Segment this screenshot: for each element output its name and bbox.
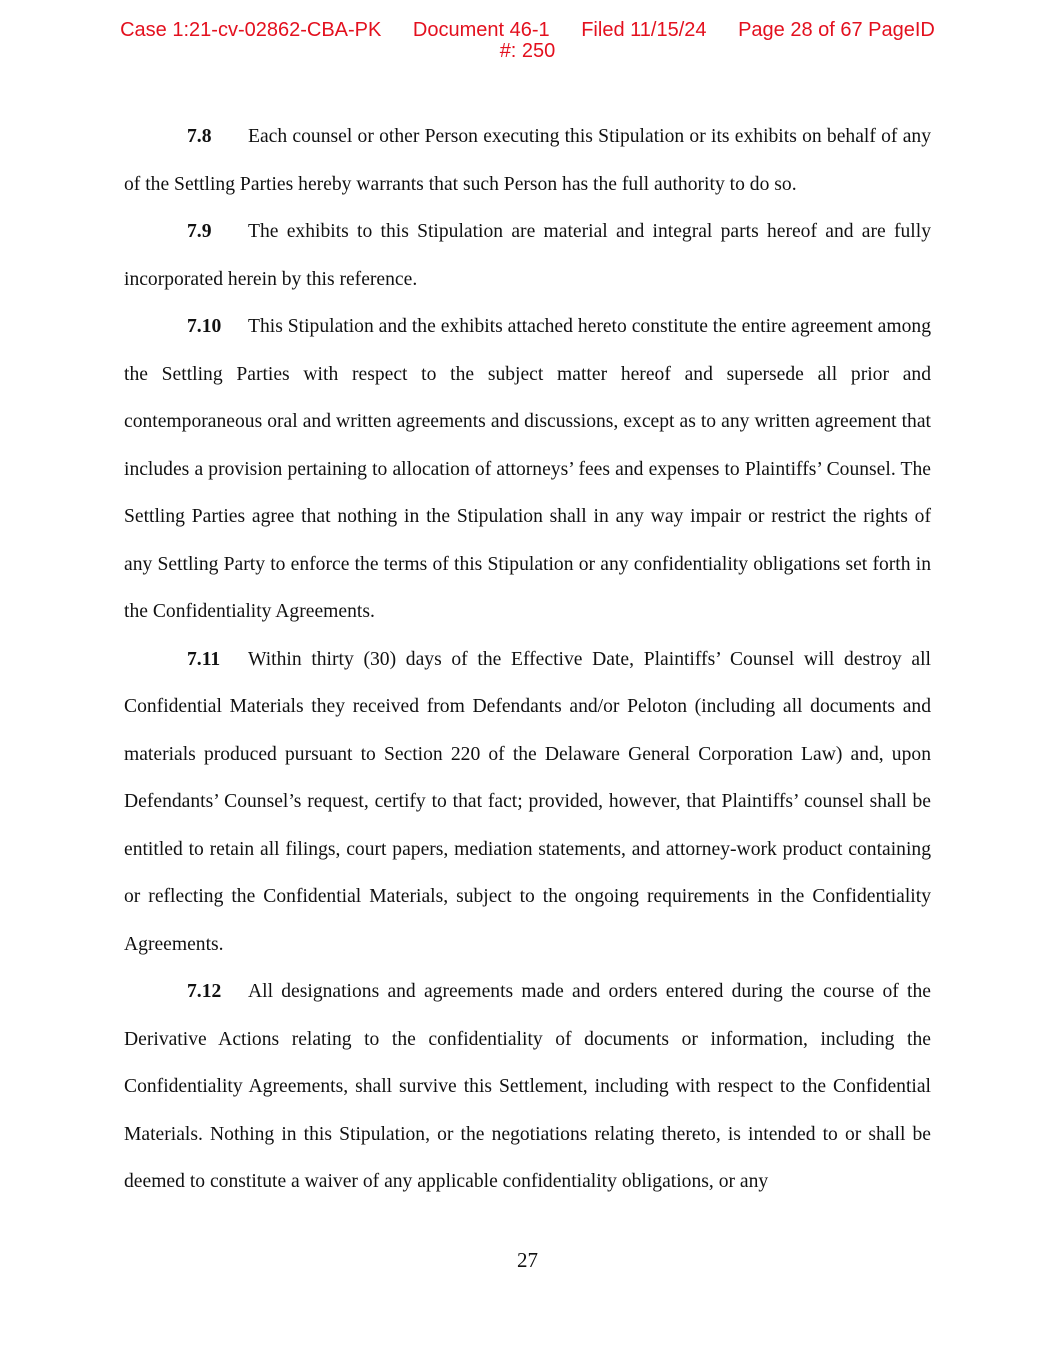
paragraph-text: This Stipulation and the exhibits attached hereto constitute the entire agreement among the Settling Parties with respect to the subject matter hereof and supersede all prior and contemporaneous oral and written agreements and discussions, except as to any written agreement that includes a provision pertaining to allocation of attorneys’ fees and expenses to Plaintiffs’ Counsel. The Settling Parties agree that nothing in the Stipulation shall in any way impair or restrict the rights of any Settling Party to enforce the terms of this Stipulation or any confidentiality obligations set forth in the Confidentiality Agreements. [124, 316, 931, 622]
paragraph-7-8 [124, 113, 931, 208]
section-number: 7.12 [187, 981, 222, 1002]
paragraph-7-11 [124, 636, 931, 969]
section-number: 7.9 [187, 221, 212, 242]
paragraph-7-10 [124, 303, 931, 636]
page-info: Page 28 of 67 PageID [738, 19, 935, 41]
document-body [124, 113, 931, 1206]
section-number: 7.8 [187, 126, 212, 147]
paragraph-text: Within thirty (30) days of the Effective Date, Plaintiffs’ Counsel will destroy all Confidential Materials they received from Defendants and/or Peloton (including all documents and materials produced pursuant to Section 220 of the Delaware General Corporation Law) and, upon Defendants’ Counsel’s request, certify to that fact; provided, however, that Plaintiffs’ counsel shall be entitled to retain all filings, court papers, mediation statements, and attorney-work product containing or reflecting the Confidential Materials, subject to the ongoing requirements in the Confidentiality Agreements. [124, 648, 931, 955]
filed-date: Filed 11/15/24 [581, 19, 707, 41]
case-number: Case 1:21-cv-02862-CBA-PK [120, 19, 382, 41]
paragraph-text: Each counsel or other Person executing this Stipulation or its exhibits on behalf of any of the Settling Parties hereby warrants that such Person has the full authority to do so. [124, 126, 931, 195]
page-id: #: 250 [499, 40, 556, 62]
section-number: 7.10 [187, 316, 222, 337]
document-number: Document 46-1 [412, 19, 550, 41]
court-filing-header [0, 20, 1055, 62]
paragraph-text: The exhibits to this Stipulation are material and integral parts hereof and are fully incorporated herein by this reference. [124, 221, 931, 290]
page-number: 27 [517, 1248, 538, 1272]
paragraph-7-12 [124, 968, 931, 1206]
paragraph-7-9 [124, 208, 931, 303]
section-number: 7.11 [187, 648, 221, 670]
paragraph-text: All designations and agreements made and orders entered during the course of the Derivative Actions relating to the confidentiality of documents or information, including the Confidentiality Agreements, shall survive this Settlement, including with respect to the Confidential Materials. Nothing in this Stipulation, or the negotiations relating thereto, is intended to or shall be deemed to constitute a waiver of any applicable confidentiality obligations, or any [124, 981, 931, 1192]
